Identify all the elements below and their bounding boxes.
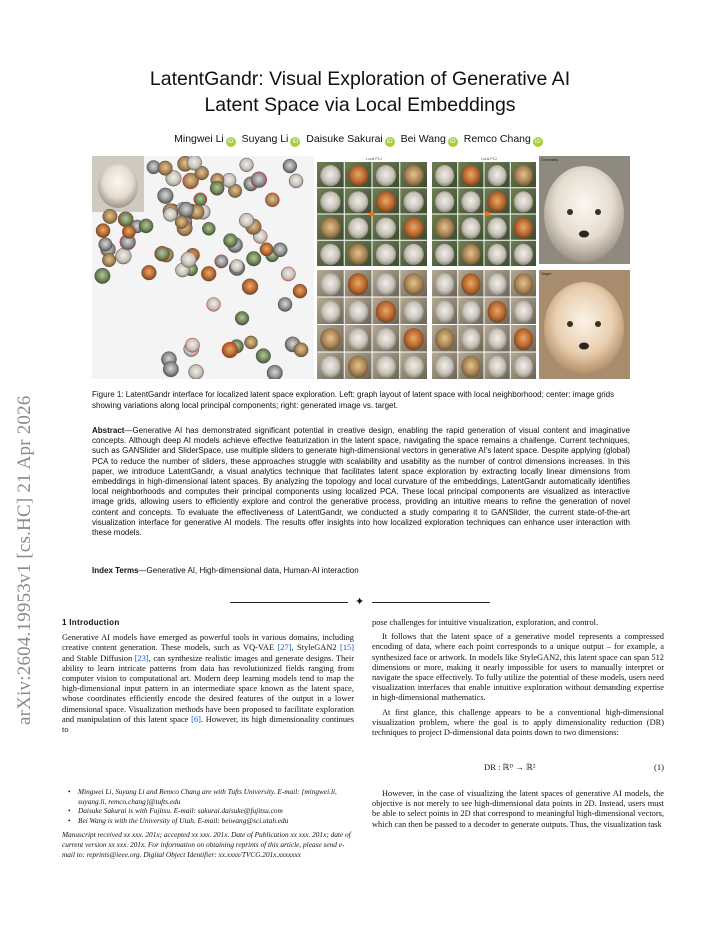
grid-animal-face: [320, 165, 340, 186]
latent-node[interactable]: [283, 159, 297, 173]
grid-animal-face: [403, 273, 423, 295]
latent-node[interactable]: [178, 202, 193, 217]
latent-node[interactable]: [163, 361, 178, 376]
grid-animal-face: [488, 191, 507, 212]
orcid-icon[interactable]: iD: [385, 137, 395, 147]
grid-animal-face: [376, 244, 396, 265]
grid-animal-face: [348, 191, 368, 212]
grid-animal-face: [376, 191, 396, 212]
grid-animal-face: [348, 356, 368, 378]
latent-node[interactable]: [235, 311, 249, 325]
latent-node[interactable]: [115, 248, 131, 264]
teaser-figure: [92, 156, 630, 379]
grid-animal-face: [348, 244, 368, 265]
local-pc2-grid[interactable]: [432, 157, 536, 379]
latent-node[interactable]: [201, 266, 216, 281]
grid-animal-face: [514, 328, 533, 350]
grid-animal-face: [435, 328, 454, 350]
grid-animal-face: [320, 301, 340, 323]
grid-animal-face: [403, 218, 423, 239]
author-name: Remco Chang: [463, 133, 531, 145]
grid-animal-face: [514, 191, 533, 212]
grid-animal-face: [488, 218, 507, 239]
grid-animal-face: [376, 301, 396, 323]
latent-node[interactable]: [294, 343, 308, 357]
latent-node[interactable]: [96, 224, 110, 238]
index-terms-label: Index Terms: [92, 566, 139, 575]
grid-animal-face: [488, 244, 507, 265]
index-terms: [92, 566, 630, 575]
grid-animal-face: [488, 328, 507, 350]
grid-animal-face: [320, 328, 340, 350]
author-list: [80, 133, 640, 147]
latent-node[interactable]: [102, 253, 115, 266]
orcid-icon[interactable]: iD: [226, 137, 236, 147]
latent-node[interactable]: [175, 216, 188, 229]
paragraph: At first glance, this challenge appears to be a conventional high-dimensional visualization problem, where the goal is to apply dimensionality reduction (DR) techniques to project D-dimensional data points down to two dimensions:: [372, 707, 664, 738]
citation-link[interactable]: [6]: [191, 714, 201, 724]
latent-node[interactable]: [99, 238, 113, 252]
grid-animal-face: [348, 273, 368, 295]
latent-node[interactable]: [202, 222, 215, 235]
grid-animal-face: [403, 328, 423, 350]
grid-animal-face: [435, 191, 454, 212]
grid-animal-face: [514, 356, 533, 378]
grid-animal-face: [320, 218, 340, 239]
author-name: Suyang Li: [241, 133, 289, 145]
latent-node[interactable]: [185, 338, 199, 352]
latent-node[interactable]: [142, 265, 157, 280]
author-name: Daisuke Sakurai: [306, 133, 383, 145]
latent-node[interactable]: [242, 279, 258, 295]
grid-animal-face: [320, 356, 340, 378]
latent-node[interactable]: [210, 181, 224, 195]
latent-node[interactable]: [139, 219, 153, 233]
latent-node[interactable]: [278, 297, 292, 311]
grid-animal-face: [461, 218, 480, 239]
grid-animal-face: [435, 218, 454, 239]
intro-paragraph: Generative AI models have emerged as powerful tools in various domains, including creative content generation. These models, such as VQ-VAE [27], StyleGAN2 [15] and Stable Diffusion [23], can synthesize realistic images and generate designs. Their ability to learn intricate patterns from data has revolutionized fields ranging from computer vision to computational art. Modern deep learning models tend to map the high-dimensional input pattern in an intermediate space known as the latent space, whose coordinates efficiently encode the desired features of the output in a lower dimensional space. Visualization methods have been proposed to facilitate exploration and manipulation of this latent space [6]. However, its high dimensionality continues to: [62, 633, 354, 735]
grid-animal-face: [461, 301, 480, 323]
latent-node[interactable]: [240, 158, 254, 172]
latent-node[interactable]: [222, 342, 238, 358]
grid-animal-face: [320, 244, 340, 265]
grid-animal-face: [514, 218, 533, 239]
citation-link[interactable]: [23]: [134, 653, 149, 663]
grid-animal-face: [461, 356, 480, 378]
grid-animal-face: [320, 191, 340, 212]
latent-node[interactable]: [244, 336, 257, 349]
footnote-affiliation: • Bei Wang is with the University of Utah. E-mail: beiwang@sci.utah.edu: [72, 816, 354, 826]
latent-node[interactable]: [95, 268, 110, 283]
latent-node[interactable]: [267, 365, 283, 379]
selected-marker: [485, 212, 490, 217]
target-image-panel: [539, 270, 630, 379]
abstract: [92, 426, 630, 538]
orcid-icon[interactable]: iD: [448, 137, 458, 147]
latent-node[interactable]: [158, 188, 174, 204]
latent-node[interactable]: [256, 349, 271, 364]
orcid-icon[interactable]: iD: [533, 137, 543, 147]
abstract-text: —Generative AI has demonstrated significant potential in creative design, enabling the rapid generation of visual content and imaginative concepts. Although deep AI models achieve effective featurization in the latent space, navigating the space remains a challenge. Current techniques, such as GANSlider and SliderSpace, use multiple sliders to generate high-dimensional vectors in generative AI's latent space. Despite applying (global) PCA to reduce the number of sliders, these approaches struggle with scalability and usability as the number of control dimensions increases. In this paper, we introduce LatentGandr, a visual analytics technique that facilitates latent space exploration by extracting locally linear dimensions from embeddings in high-dimensional latent spaces. By analyzing the topology and local curvature of the embeddings, LatentGandr automatically identifies local neighborhoods and computes their principal components using localized PCA. These local principal components are visualized as interactive image grids, allowing users to efficiently explore and control the generative process, providing an intuitive means to refine the generation of novel content and concepts. To evaluate the effectiveness of LatentGandr, we conducted a study comparing it to GANSlider, the current state-of-the-art visualization interface for generative AI models. The results offer insights into how localized exploration techniques can enhance user interaction with these models.: [92, 426, 630, 538]
grid-animal-face: [461, 191, 480, 212]
grid-animal-face: [435, 356, 454, 378]
grid-animal-face: [488, 356, 507, 378]
latent-node[interactable]: [230, 260, 243, 273]
selected-marker: [370, 212, 375, 217]
latent-node[interactable]: [239, 213, 254, 228]
grid-animal-face: [461, 328, 480, 350]
grid-animal-face: [403, 356, 423, 378]
grid-animal-face: [435, 165, 454, 186]
citation-link[interactable]: [15]: [340, 643, 354, 653]
diamond-icon: ✦: [355, 596, 365, 608]
paragraph: pose challenges for intuitive visualization, exploration, and control.: [372, 618, 599, 627]
target-label: Target: [541, 272, 551, 276]
grid-animal-face: [461, 165, 480, 186]
latent-node[interactable]: [215, 255, 228, 268]
grid-animal-face: [514, 165, 533, 186]
abstract-label: Abstract: [92, 426, 125, 435]
footnotes: [62, 787, 354, 859]
grid-animal-face: [514, 301, 533, 323]
latent-node[interactable]: [194, 193, 207, 206]
graph-layout-panel[interactable]: [92, 156, 314, 379]
figure-caption: Figure 1: LatentGandr interface for localized latent space exploration. Left: graph layout of latent space with local neighborhood; center: image grids showing variations along local principal components; right: generated image vs. target.: [92, 390, 615, 410]
latent-node[interactable]: [187, 156, 202, 170]
latent-node[interactable]: [289, 174, 303, 188]
grid-animal-face: [376, 218, 396, 239]
author-name: Bei Wang: [400, 133, 446, 145]
footnote-affiliation: • Daisuke Sakurai is with Fujitsu. E-mail: sakurai.daisuke@fujitsu.com: [72, 806, 354, 816]
title-line-1: LatentGandr: Visual Exploration of Generative AI: [149, 68, 571, 90]
grid-animal-face: [403, 165, 423, 186]
equation: [372, 762, 664, 776]
grid-animal-face: [320, 273, 340, 295]
right-column: [372, 618, 664, 742]
latent-node[interactable]: [122, 225, 135, 238]
generated-image-panel: [539, 156, 630, 264]
grid-animal-face: [376, 328, 396, 350]
grid-animal-face: [435, 273, 454, 295]
latent-node[interactable]: [246, 251, 261, 266]
latent-node[interactable]: [251, 172, 267, 188]
orcid-icon[interactable]: iD: [290, 137, 300, 147]
grid-animal-face: [488, 165, 507, 186]
grid-animal-face: [348, 328, 368, 350]
footnote-affiliation: • Mingwei Li, Suyang Li and Remco Chang are with Tufts University. E-mail: {mingwei.li, suyang.li, remco.chang}@tufts.edu: [72, 787, 354, 806]
grid-animal-face: [403, 191, 423, 212]
grid-animal-face: [461, 273, 480, 295]
latent-node[interactable]: [265, 193, 279, 207]
author-name: Mingwei Li: [174, 133, 224, 145]
grid-animal-face: [514, 273, 533, 295]
arxiv-stamp: arXiv:2604.19953v1 [cs.HC] 21 Apr 2026: [14, 395, 35, 725]
grid-animal-face: [488, 273, 507, 295]
grid-animal-face: [376, 165, 396, 186]
latent-node[interactable]: [223, 234, 237, 248]
latent-node[interactable]: [181, 252, 197, 268]
section-heading: 1 Introduction: [62, 618, 120, 627]
equation-number: (1): [653, 762, 664, 772]
grid-label-pc2: Local PC2: [480, 157, 498, 161]
latent-node[interactable]: [163, 208, 177, 222]
grid-animal-face: [403, 301, 423, 323]
latent-node[interactable]: [207, 298, 221, 312]
latent-node[interactable]: [158, 161, 172, 175]
latent-node[interactable]: [273, 243, 287, 257]
grid-animal-face: [348, 301, 368, 323]
generated-label: Generated: [541, 158, 558, 162]
grid-animal-face: [488, 301, 507, 323]
grid-animal-face: [403, 244, 423, 265]
latent-node[interactable]: [260, 243, 273, 256]
latent-node[interactable]: [293, 284, 307, 298]
grid-animal-face: [376, 273, 396, 295]
local-pc1-grid[interactable]: [317, 157, 427, 379]
title-line-2: Latent Space via Local Embeddings: [204, 94, 516, 116]
equation-body: DR : ℝᴰ → ℝ²: [484, 762, 536, 772]
right-column-continued: [372, 789, 664, 830]
grid-animal-face: [461, 244, 480, 265]
latent-node[interactable]: [189, 364, 204, 379]
paper-title: [80, 66, 640, 118]
grid-animal-face: [348, 165, 368, 186]
paragraph: However, in the case of visualizing the latent spaces of generative AI models, the objective is not merely to see high-dimensional data points in 2D. Instead, users must be able to select points in 2D that correspond to meaningful high-dimensional vectors, which can then be passed to a decoder to generate outputs. Thus, the visualization task: [372, 789, 664, 829]
latent-node[interactable]: [103, 209, 117, 223]
latent-node[interactable]: [281, 267, 295, 281]
grid-animal-face: [376, 356, 396, 378]
citation-link[interactable]: [27]: [277, 643, 292, 653]
left-column: [62, 618, 354, 739]
grid-label-pc1: Local PC1: [365, 157, 383, 161]
grid-animal-face: [435, 244, 454, 265]
grid-animal-face: [435, 301, 454, 323]
grid-animal-face: [514, 244, 533, 265]
paragraph: It follows that the latent space of a generative model represents a compressed encoding of data, where each point corresponds to a unique output – for example, a synthesized face or artwork. In models like StyleGAN2, this latent space can span 512 dimensions or more, making it nearly impossible for users to manually interpret or navigate the space effectively. To fully utilize the potential of these models, users need visualization interfaces that enable intuitive exploration without demanding expertise in high-dimensional mathematics.: [372, 632, 664, 703]
section-divider: [230, 596, 490, 608]
index-terms-text: —Generative AI, High-dimensional data, Human-AI interaction: [138, 566, 359, 575]
manuscript-note: Manuscript received xx xxx. 201x; accepted xx xxx. 201x. Date of Publication xx xxx. 201x; date of current version xx xxx. 201x. For information on obtaining reprints of this article, please send e-mail to: reprints@ieee.org. Digital Object Identifier: xx.xxxx/TVCG.201x.xxxxxxx: [62, 830, 351, 859]
latent-node[interactable]: [155, 246, 170, 261]
grid-animal-face: [348, 218, 368, 239]
